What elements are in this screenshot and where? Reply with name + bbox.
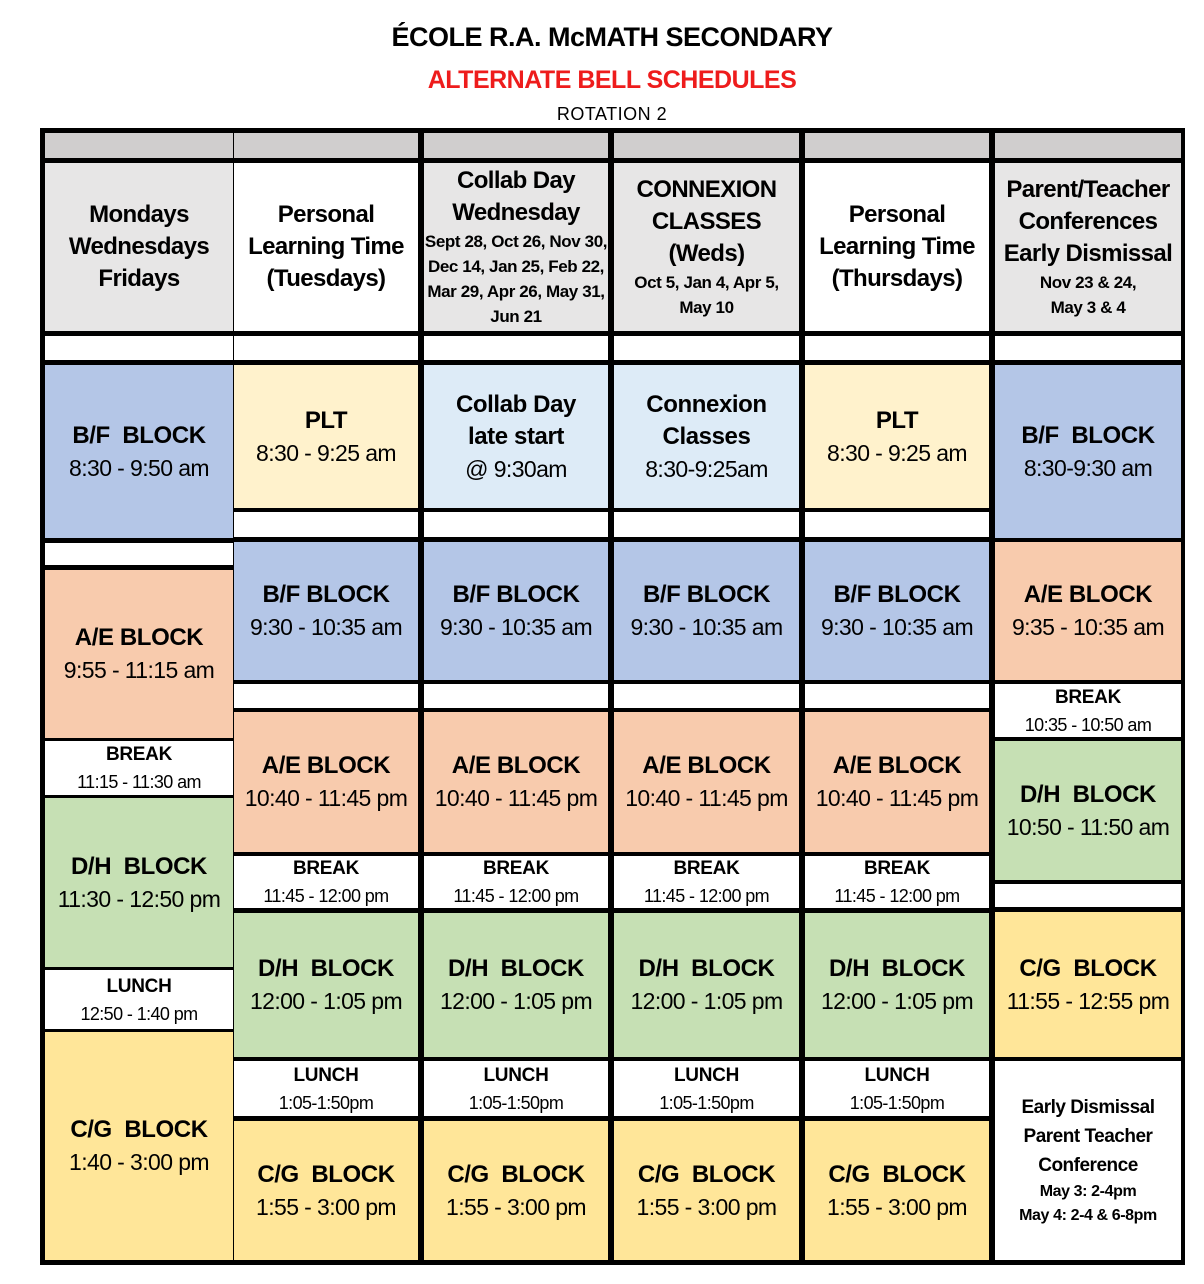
- break-label: BREAK: [1054, 686, 1122, 708]
- cg-block-label: C/G BLOCK: [257, 1160, 395, 1188]
- ae-block-time: 10:40 - 11:45 pm: [244, 785, 408, 811]
- bf-block-time: 9:30 - 10:35 am: [439, 614, 593, 640]
- header-dates-line: Mar 29, Apr 26, May 31,: [427, 282, 605, 301]
- dh-block-label: D/H BLOCK: [1020, 780, 1156, 808]
- lunch-period: [45, 970, 233, 1029]
- dh-block-time: 10:50 - 11:50 am: [1006, 813, 1170, 840]
- ae-block-label: A/E BLOCK: [832, 752, 962, 779]
- cg-block-label: C/G BLOCK: [70, 1116, 208, 1143]
- dh-block: [805, 913, 989, 1057]
- header-band: [234, 133, 418, 158]
- header-title-line: (Weds): [668, 240, 745, 267]
- break-label: BREAK: [673, 858, 740, 879]
- column-header: [614, 163, 799, 331]
- header-title-line: Early Dismissal: [1003, 240, 1173, 267]
- bf-block-label: B/F BLOCK: [72, 421, 206, 449]
- dh-block: [614, 913, 799, 1057]
- lunch-time: 1:05-1:50pm: [468, 1092, 564, 1113]
- header-title-line: Learning Time: [248, 233, 404, 260]
- header-dates-line: Dec 14, Jan 25, Feb 22,: [427, 257, 604, 276]
- bf-block: [614, 542, 799, 680]
- break-label: BREAK: [863, 858, 931, 879]
- bf-block-label: B/F BLOCK: [262, 581, 390, 608]
- break-period: [45, 741, 233, 795]
- break-label: BREAK: [292, 858, 360, 879]
- lunch-period: [234, 1061, 418, 1116]
- break-time: 11:45 - 12:00 pm: [643, 886, 770, 906]
- cg-block-time: 1:55 - 3:00 pm: [827, 1193, 967, 1220]
- header-title-line: Fridays: [98, 265, 180, 292]
- ae-block-label: A/E BLOCK: [451, 752, 581, 779]
- header-title-line: Wednesday: [452, 199, 580, 226]
- bf-block-time: 9:30 - 10:35 am: [820, 614, 974, 640]
- header-title-line: Conferences: [1018, 208, 1158, 235]
- header-title-line: Personal: [277, 201, 375, 228]
- spacer-row: [424, 512, 608, 537]
- lunch-label: LUNCH: [483, 1064, 549, 1086]
- break-period: [614, 856, 799, 908]
- spacer-row: [614, 684, 799, 708]
- header-title-line: Personal: [848, 201, 946, 228]
- first-period: [234, 365, 418, 508]
- bf-block-label: B/F BLOCK: [452, 581, 580, 608]
- header-dates-line: Oct 5, Jan 4, Apr 5,: [634, 273, 779, 292]
- break-period: [234, 856, 418, 908]
- break-period: [424, 856, 608, 908]
- bf-block: [995, 365, 1181, 538]
- ae-block-label: A/E BLOCK: [261, 752, 391, 779]
- early-dismissal-line: Parent Teacher: [1023, 1126, 1153, 1147]
- header-band: [424, 133, 608, 158]
- ae-block: [995, 542, 1181, 680]
- break-period: [805, 856, 989, 908]
- cg-block-label: C/G BLOCK: [637, 1160, 776, 1188]
- spacer-row: [234, 336, 418, 360]
- spacer-row: [614, 512, 799, 537]
- dh-block: [424, 913, 608, 1057]
- ae-block-label: A/E BLOCK: [642, 752, 771, 779]
- cg-block-label: C/G BLOCK: [828, 1160, 966, 1188]
- first-period-line: 8:30-9:25am: [645, 455, 768, 482]
- cg-block: [805, 1121, 989, 1260]
- column-header: [234, 163, 418, 331]
- header-title-line: Parent/Teacher: [1006, 176, 1170, 203]
- spacer-row: [614, 336, 799, 360]
- break-time: 11:45 - 12:00 pm: [263, 886, 389, 906]
- early-dismissal-date: May 3: 2-4pm: [1039, 1183, 1137, 1200]
- bf-block: [805, 542, 989, 680]
- lunch-period: [614, 1061, 799, 1116]
- header-dates-line: Jun 21: [490, 307, 542, 326]
- break-label: BREAK: [105, 744, 173, 765]
- lunch-time: 1:05-1:50pm: [278, 1092, 374, 1113]
- ae-block: [805, 712, 989, 852]
- cg-block-time: 1:55 - 3:00 pm: [446, 1193, 586, 1220]
- break-label: BREAK: [482, 858, 550, 879]
- ae-block: [45, 570, 233, 738]
- spacer-row: [424, 684, 608, 708]
- first-period-line: Collab Day: [455, 390, 577, 418]
- ae-block-time: 10:40 - 11:45 pm: [815, 785, 979, 811]
- column-header: [995, 163, 1181, 331]
- bf-block: [424, 542, 608, 680]
- header-title-line: Mondays: [89, 201, 189, 228]
- first-period-line: late start: [467, 422, 565, 450]
- header-title-line: (Thursdays): [831, 265, 963, 292]
- column-header: [424, 163, 608, 331]
- lunch-period: [424, 1061, 608, 1116]
- school-title: ÉCOLE R.A. McMATH SECONDARY: [391, 22, 833, 52]
- dh-block-label: D/H BLOCK: [71, 852, 207, 880]
- dh-block-time: 12:00 - 1:05 pm: [439, 988, 593, 1014]
- dh-block-time: 12:00 - 1:05 pm: [820, 988, 974, 1014]
- bf-block-time: 8:30-9:30 am: [1023, 454, 1153, 481]
- cg-block: [614, 1121, 799, 1260]
- bf-block-time: 9:30 - 10:35 am: [249, 614, 403, 640]
- spacer-row: [424, 336, 608, 360]
- spacer-row: [234, 684, 418, 708]
- cg-block-time: 1:40 - 3:00 pm: [69, 1149, 209, 1175]
- dh-block-label: D/H BLOCK: [448, 955, 584, 982]
- cg-block: [234, 1121, 418, 1260]
- ae-block-time: 10:40 - 11:45 pm: [434, 785, 598, 811]
- lunch-time: 1:05-1:50pm: [659, 1092, 754, 1113]
- header-band: [805, 133, 989, 158]
- header-dates-line: Sept 28, Oct 26, Nov 30,: [424, 232, 608, 251]
- bf-block-time: 8:30 - 9:50 am: [69, 454, 209, 481]
- header-dates-line: May 10: [679, 298, 734, 317]
- lunch-label: LUNCH: [293, 1064, 359, 1086]
- cg-block-label: C/G BLOCK: [447, 1160, 585, 1188]
- first-period-line: PLT: [875, 406, 919, 434]
- break-time: 11:15 - 11:30 am: [77, 772, 201, 792]
- dh-block: [995, 741, 1181, 880]
- break-time: 10:35 - 10:50 am: [1024, 714, 1152, 735]
- ae-block-time: 10:40 - 11:45 pm: [625, 785, 788, 811]
- ae-block: [234, 712, 418, 852]
- ae-block-label: A/E BLOCK: [74, 624, 204, 651]
- first-period-line: @ 9:30am: [465, 455, 567, 482]
- bf-block: [45, 365, 233, 538]
- ae-block-time: 9:35 - 10:35 am: [1011, 614, 1165, 640]
- rotation-label: ROTATION 2: [556, 104, 668, 124]
- column-header: [45, 163, 233, 331]
- first-period-line: Classes: [662, 422, 751, 450]
- bf-block-label: B/F BLOCK: [1021, 421, 1155, 449]
- spacer-row: [45, 336, 233, 360]
- ae-block: [614, 712, 799, 852]
- cg-block: [424, 1121, 608, 1260]
- cg-block-time: 1:55 - 3:00 pm: [256, 1193, 396, 1220]
- header-title-line: Learning Time: [819, 233, 975, 260]
- early-dismissal-line: Conference: [1038, 1155, 1138, 1176]
- spacer-row: [805, 512, 989, 537]
- spacer-row: [45, 543, 233, 565]
- cg-block: [45, 1032, 233, 1260]
- bf-block-time: 9:30 - 10:35 am: [630, 614, 783, 640]
- break-period: [995, 684, 1181, 737]
- bf-block-label: B/F BLOCK: [642, 581, 771, 608]
- header-dates-line: May 3 & 4: [1050, 298, 1126, 317]
- cg-block-time: 11:55 - 12:55 pm: [1006, 987, 1170, 1014]
- dh-block-time: 11:30 - 12:50 pm: [57, 885, 221, 912]
- dh-block-label: D/H BLOCK: [638, 955, 775, 982]
- header-band: [45, 133, 233, 158]
- column-header: [805, 163, 989, 331]
- spacer-row: [995, 884, 1181, 907]
- cg-block-time: 1:55 - 3:00 pm: [636, 1193, 777, 1220]
- first-period: [614, 365, 799, 508]
- schedule-subtitle: ALTERNATE BELL SCHEDULES: [427, 66, 797, 94]
- header-title-line: Collab Day: [456, 167, 576, 194]
- dh-block-time: 12:00 - 1:05 pm: [249, 988, 403, 1014]
- spacer-row: [805, 684, 989, 708]
- ae-block-label: A/E BLOCK: [1023, 581, 1153, 608]
- header-dates-line: Nov 23 & 24,: [1039, 273, 1137, 292]
- first-period-line: 8:30 - 9:25 am: [827, 439, 967, 466]
- dh-block-label: D/H BLOCK: [258, 955, 394, 982]
- bf-block-label: B/F BLOCK: [833, 581, 961, 608]
- header-band: [995, 133, 1181, 158]
- lunch-time: 12:50 - 1:40 pm: [80, 1003, 198, 1024]
- ae-block: [424, 712, 608, 852]
- spacer-row: [805, 336, 989, 360]
- early-dismissal-date: May 4: 2-4 & 6-8pm: [1019, 1207, 1157, 1224]
- dh-block: [45, 798, 233, 967]
- dh-block-time: 12:00 - 1:05 pm: [630, 988, 783, 1014]
- header-band: [614, 133, 799, 158]
- break-time: 11:45 - 12:00 pm: [834, 886, 960, 906]
- dh-block: [234, 913, 418, 1057]
- cg-block: [995, 912, 1181, 1057]
- bf-block: [234, 542, 418, 680]
- cg-block-label: C/G BLOCK: [1019, 954, 1157, 982]
- lunch-label: LUNCH: [674, 1064, 739, 1086]
- bell-schedule-table: [40, 128, 1185, 1265]
- header-title-line: CLASSES: [651, 208, 762, 235]
- lunch-label: LUNCH: [106, 975, 172, 997]
- first-period-line: PLT: [304, 406, 348, 434]
- early-dismissal-conference: [995, 1061, 1181, 1260]
- header-title-line: Wednesdays: [68, 233, 210, 260]
- break-time: 11:45 - 12:00 pm: [453, 886, 579, 906]
- first-period: [424, 365, 608, 508]
- lunch-period: [805, 1061, 989, 1116]
- header-title-line: CONNEXION: [636, 176, 777, 203]
- first-period: [805, 365, 989, 508]
- first-period-line: 8:30 - 9:25 am: [256, 439, 396, 466]
- spacer-row: [234, 512, 418, 537]
- lunch-time: 1:05-1:50pm: [849, 1092, 945, 1113]
- ae-block-time: 9:55 - 11:15 am: [63, 657, 215, 683]
- spacer-row: [995, 336, 1181, 360]
- first-period-line: Connexion: [646, 390, 767, 418]
- lunch-label: LUNCH: [864, 1064, 930, 1086]
- early-dismissal-line: Early Dismissal: [1021, 1097, 1155, 1118]
- dh-block-label: D/H BLOCK: [829, 955, 965, 982]
- header-title-line: (Tuesdays): [266, 265, 386, 292]
